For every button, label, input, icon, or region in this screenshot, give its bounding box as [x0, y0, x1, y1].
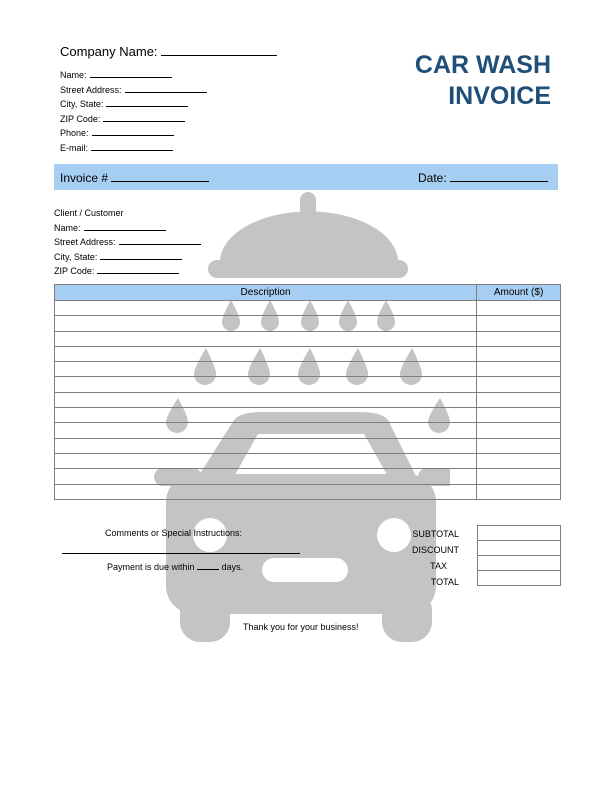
table-row: [55, 423, 561, 438]
amount-cell[interactable]: [477, 301, 561, 316]
seller-zip-label: ZIP Code:: [60, 113, 101, 124]
amount-cell[interactable]: [477, 408, 561, 423]
client-street-label: Street Address:: [54, 237, 116, 247]
table-row: [55, 469, 561, 484]
client-city-label: City, State:: [54, 251, 98, 262]
client-heading: Client / Customer: [54, 208, 124, 218]
seller-zip-line[interactable]: [103, 112, 185, 122]
amount-cell[interactable]: [477, 438, 561, 453]
table-header-row: [55, 285, 561, 301]
client-name-line[interactable]: [84, 221, 166, 231]
comments-line[interactable]: [62, 553, 300, 554]
client-name-field[interactable]: [54, 221, 201, 236]
seller-street-line[interactable]: [125, 83, 207, 93]
table-row: [55, 346, 561, 361]
amount-cell[interactable]: [477, 423, 561, 438]
seller-zip-field[interactable]: [60, 112, 207, 127]
subtotal-cell[interactable]: [478, 526, 561, 541]
table-row: [55, 408, 561, 423]
subtotal-label: SUBTOTAL: [412, 529, 459, 539]
table-row: [55, 377, 561, 392]
seller-street-field[interactable]: [60, 83, 207, 98]
payment-terms: [107, 560, 243, 572]
description-cell[interactable]: [55, 423, 477, 438]
client-zip-field[interactable]: [54, 264, 201, 279]
seller-name-label: Name:: [60, 70, 87, 80]
description-cell[interactable]: [55, 331, 477, 346]
amount-cell[interactable]: [477, 469, 561, 484]
description-cell[interactable]: [55, 301, 477, 316]
date-field[interactable]: [418, 171, 548, 185]
description-cell[interactable]: [55, 408, 477, 423]
table-row: [55, 316, 561, 331]
client-city-field[interactable]: [54, 250, 201, 265]
amount-header: Amount ($): [477, 285, 561, 301]
description-cell[interactable]: [55, 377, 477, 392]
title-line-1: CAR WASH: [414, 51, 551, 79]
description-cell[interactable]: [55, 469, 477, 484]
description-cell[interactable]: [55, 362, 477, 377]
amount-cell[interactable]: [477, 362, 561, 377]
payment-prefix: Payment is due within: [107, 562, 195, 572]
date-label: Date:: [418, 171, 447, 185]
client-street-line[interactable]: [119, 235, 201, 245]
table-row: [55, 331, 561, 346]
totals-table: [477, 525, 561, 586]
line-items-table: [54, 284, 561, 500]
seller-email-label: E-mail:: [60, 142, 89, 153]
amount-cell[interactable]: [477, 331, 561, 346]
client-city-line[interactable]: [100, 250, 182, 260]
amount-cell[interactable]: [477, 453, 561, 468]
amount-cell[interactable]: [477, 346, 561, 361]
company-name-field[interactable]: [60, 44, 277, 59]
seller-email-field[interactable]: [60, 141, 207, 156]
client-block: [54, 207, 201, 279]
discount-cell[interactable]: [478, 541, 561, 556]
company-name-label: Company Name:: [60, 44, 158, 59]
tax-cell[interactable]: [478, 556, 561, 571]
table-row: [55, 301, 561, 316]
client-zip-label: ZIP Code:: [54, 266, 95, 276]
client-name-label: Name:: [54, 222, 81, 233]
table-row: [55, 438, 561, 453]
description-cell[interactable]: [55, 346, 477, 361]
seller-city-field[interactable]: [60, 97, 207, 112]
client-street-field[interactable]: [54, 235, 201, 250]
seller-phone-field[interactable]: [60, 126, 207, 141]
description-cell[interactable]: [55, 316, 477, 331]
discount-label: DISCOUNT: [412, 545, 459, 555]
total-label: TOTAL: [430, 577, 459, 587]
title-line-2: INVOICE: [448, 82, 551, 110]
amount-cell[interactable]: [477, 392, 561, 407]
seller-email-line[interactable]: [91, 141, 173, 151]
payment-suffix: days.: [221, 562, 244, 572]
table-row: [55, 453, 561, 468]
invoice-number-field[interactable]: [60, 171, 209, 185]
invoice-number-label: Invoice #: [60, 171, 109, 185]
seller-phone-line[interactable]: [92, 126, 174, 136]
seller-name-field[interactable]: [60, 68, 207, 83]
description-cell[interactable]: [55, 484, 477, 499]
company-name-line[interactable]: [161, 46, 277, 56]
table-row: [55, 362, 561, 377]
payment-days-line[interactable]: [197, 560, 219, 570]
description-cell[interactable]: [55, 453, 477, 468]
amount-cell[interactable]: [477, 316, 561, 331]
date-line[interactable]: [450, 172, 548, 182]
invoice-number-line[interactable]: [111, 172, 209, 182]
description-cell[interactable]: [55, 392, 477, 407]
seller-city-line[interactable]: [106, 97, 188, 107]
table-row: [55, 484, 561, 499]
seller-fields: [60, 68, 207, 155]
client-zip-line[interactable]: [97, 264, 179, 274]
description-header: Description: [55, 285, 477, 301]
seller-phone-label: Phone:: [60, 128, 89, 138]
seller-name-line[interactable]: [90, 68, 172, 78]
invoice-info-bar: [54, 164, 558, 190]
total-cell[interactable]: [478, 571, 561, 586]
table-row: [55, 392, 561, 407]
tax-label: TAX: [430, 561, 447, 571]
line-items-body: [55, 301, 561, 500]
description-cell[interactable]: [55, 438, 477, 453]
comments-label: Comments or Special Instructions:: [105, 528, 243, 538]
amount-cell[interactable]: [477, 484, 561, 499]
amount-cell[interactable]: [477, 377, 561, 392]
seller-city-label: City, State:: [60, 99, 104, 109]
seller-street-label: Street Address:: [60, 84, 122, 95]
thank-you-note: Thank you for your business!: [243, 622, 359, 632]
invoice-title: [415, 50, 551, 112]
totals-labels: [389, 526, 459, 590]
